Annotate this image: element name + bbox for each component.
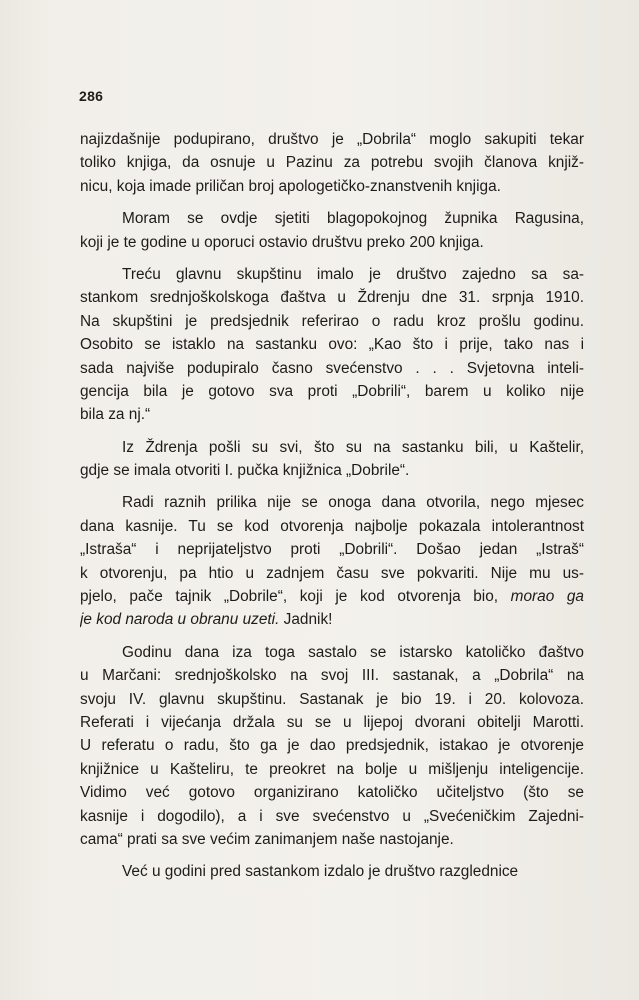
paragraph <box>80 491 584 631</box>
text-line: Referati i vijećanja držala su se u lijepoj dvorani obitelji Marotti. <box>80 713 584 731</box>
paragraph <box>80 207 584 254</box>
text-line: svoju IV. glavnu skupštinu. Sastanak je bio 19. i 20. kolovoza. <box>80 690 584 708</box>
paragraph <box>80 263 584 427</box>
paragraph <box>80 641 584 852</box>
text-line: toliko knjiga, da osnuje u Pazinu za potrebu svojih članova knjiž- <box>80 154 584 172</box>
text-line: kasnije i dogodilo), a i sve svećenstvo u „Svećeničkim Zajedni- <box>80 807 584 825</box>
text-line: najizdašnije podupirano, društvo je „Dobrila“ moglo sakupiti tekar <box>80 131 584 148</box>
text-line: „Istraša“ i neprijateljstvo proti „Dobrili“. Došao jedan „Istraš“ <box>80 541 584 559</box>
text-line: Moram se ovdje sjetiti blagopokojnog župnika Ragusina, <box>122 210 584 228</box>
text-line: Treću glavnu skupštinu imalo je društvo zajedno sa sa- <box>122 265 584 283</box>
italic-text: morao ga <box>510 588 584 606</box>
paragraph <box>80 860 584 883</box>
body-text <box>80 128 584 884</box>
text-line: cama“ prati sa sve većim zanimanjem naše nastojanje. <box>80 830 454 848</box>
text-line: stankom srednjoškolskoga đaštva u Ždrenju dne 31. srpnja 1910. <box>80 289 584 307</box>
text-line: sada najviše podupiralo časno svećenstvo . . . Svjetovna inteli- <box>80 359 584 377</box>
text-line: pjelo, pače tajnik „Dobrile“, koji je kod otvorenja bio, morao ga <box>80 588 584 606</box>
page-number: 286 <box>79 88 104 104</box>
text-line: Na skupštini je predsjednik referirao o radu kroz prošlu godinu. <box>80 312 584 330</box>
text-line: knjižnice u Kašteliru, te preokret na bolje u mišljenju inteligencije. <box>80 760 584 778</box>
text-run: Jadnik! <box>279 611 333 629</box>
text-line: u Marčani: srednjoškolsko na svoj III. sastanak, a „Dobrila“ na <box>80 667 584 685</box>
italic-text: je kod naroda u obranu uzeti. <box>80 611 280 629</box>
paragraph <box>80 128 584 198</box>
text-line: Iz Ždrenja pošli su svi, što su na sastanku bili, u Kaštelir, <box>122 438 584 456</box>
text-line: dana kasnije. Tu se kod otvorenja najbolje pokazala intolerantnost <box>80 517 584 535</box>
text-line: Već u godini pred sastankom izdalo je društvo razglednice <box>122 863 519 881</box>
text-line: Vidimo već gotovo organizirano katoličko učiteljstvo (što se <box>80 784 584 802</box>
text-line <box>80 608 584 631</box>
text-line: Godinu dana iza toga sastalo se istarsko katoličko đaštvo <box>122 643 584 661</box>
paragraph <box>80 436 584 483</box>
text-line: gdje se imala otvoriti I. pučka knjižnica „Dobrile“. <box>80 462 410 480</box>
text-line: koji je te godine u oporuci ostavio društvu preko 200 knjiga. <box>80 233 484 251</box>
text-line: k otvorenju, pa htio u zadnjem času sve pokvariti. Nije mu us- <box>80 564 584 582</box>
text-line: Radi raznih prilika nije se onoga dana otvorila, nego mjesec <box>122 494 584 512</box>
text-line: bila za nj.“ <box>80 406 151 424</box>
text-line: nicu, koja imade priličan broj apologetičko-znanstvenih knjiga. <box>80 177 501 195</box>
text-line: U referatu o radu, što ga je dao predsjednik, istakao je otvorenje <box>80 737 584 755</box>
text-line: gencija bila je gotovo sva proti „Dobrili“, barem u koliko nije <box>80 382 584 400</box>
text-line: Osobito se istaklo na sastanku ovo: „Kao što i prije, tako nas i <box>80 336 584 354</box>
